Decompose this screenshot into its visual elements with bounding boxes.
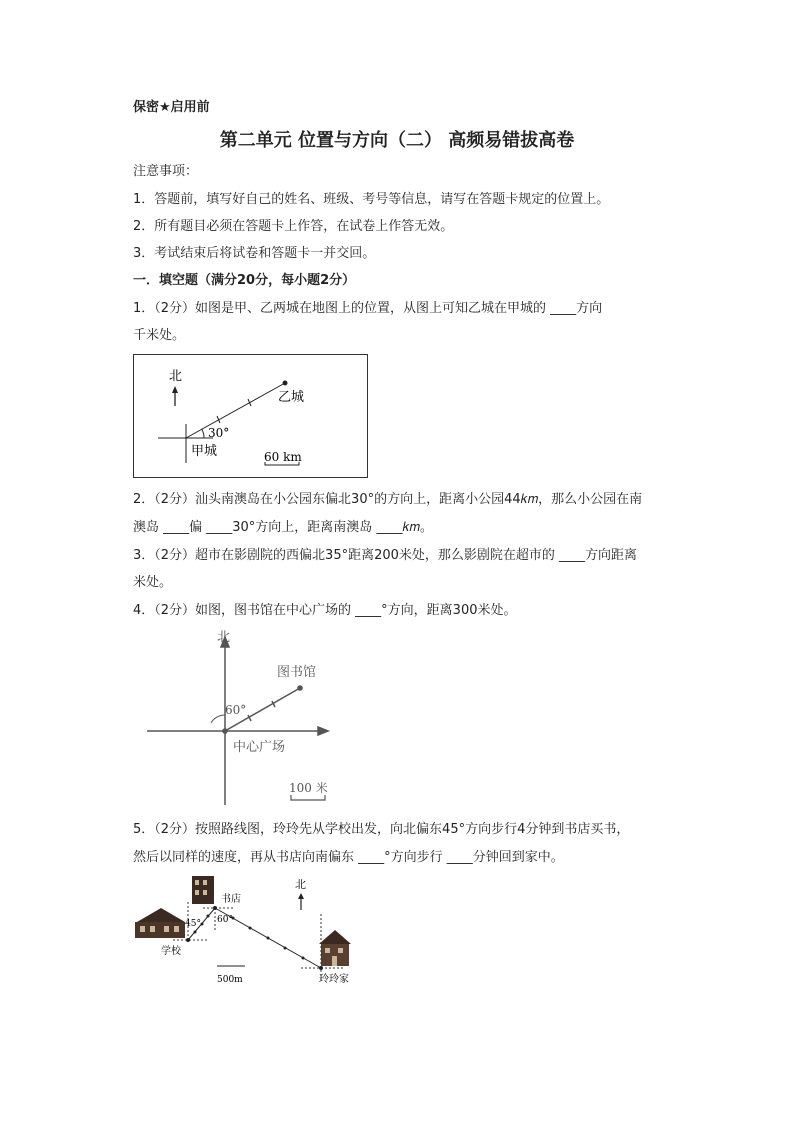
q5-north-arrow-icon (298, 893, 304, 910)
city-b-dot (283, 381, 288, 386)
section-heading: 一．填空题（满分20分，每小题2分） (133, 273, 356, 288)
q5-line2: 然后以同样的速度，再从书店向南偏东 ____°方向步行 ____分钟回到家中。 (133, 850, 564, 865)
city-a-label: 甲城 (191, 444, 218, 459)
q4-figure (145, 625, 355, 810)
q5-line1: 5．（2分）按照路线图，玲玲先从学校出发，向北偏东45°方向步行4分钟到书店买书， (133, 822, 630, 837)
q1-figure (133, 354, 369, 479)
q4-scale-label: 100 米 (289, 781, 328, 795)
q5-figure (133, 872, 373, 992)
city-b-label: 乙城 (278, 390, 305, 405)
q1-line2: 千米处。 (133, 328, 186, 343)
notice-item-1: 1．答题前，填写好自己的姓名、班级、考号等信息，请写在答题卡规定的位置上。 (133, 192, 610, 207)
q4-line1: 4．（2分）如图，图书馆在中心广场的 ____°方向，距离300米处。 (133, 603, 517, 618)
q1-north-label: 北 (169, 369, 183, 384)
secret-mark: 保密★启用前 (133, 100, 210, 115)
library-dot (297, 685, 303, 691)
q3-line1: 3．（2分）超市在影剧院的西偏北35°距离200米处，那么影剧院在超市的 ____方向距离 (133, 548, 638, 563)
bookstore-label: 书店 (221, 894, 241, 905)
q4-north-label: 北 (217, 630, 231, 645)
center-dot (222, 728, 228, 734)
notice-heading: 注意事项： (133, 164, 199, 179)
q4-scale-bar (291, 795, 325, 800)
q3-line2: 米处。 (133, 575, 173, 590)
q5-north-label: 北 (295, 878, 306, 891)
route-dots (186, 906, 323, 970)
school-icon (135, 908, 185, 938)
q2-line1: 2．（2分）汕头南澳岛在小公园东偏北30°的方向上，距离小公园44𝑘𝑚，那么小公园在南 (133, 492, 643, 507)
q5-scale-label: 500m (217, 975, 243, 985)
q1-line1: 1．（2分）如图是甲、乙两城在地图上的位置，从图上可知乙城在甲城的 ____方向 (133, 301, 603, 316)
q4-angle-label: 60° (225, 703, 247, 717)
q4-angle-arc (211, 715, 225, 723)
notice-item-3: 3．考试结束后将试卷和答题卡一并交回。 (133, 246, 376, 261)
center-label: 中心广场 (233, 740, 286, 755)
q5-angle1-label: 45° (185, 919, 201, 929)
bookstore-icon (192, 876, 214, 904)
school-label: 学校 (161, 946, 181, 957)
home-icon (319, 930, 351, 966)
home-label: 玲玲家 (319, 974, 349, 985)
q5-angle2-label: 60° (217, 915, 233, 925)
q1-scale-label: 60 km (264, 450, 302, 464)
q1-angle-label: 30° (208, 426, 230, 440)
notice-item-2: 2．所有题目必须在答题卡上作答，在试卷上作答无效。 (133, 219, 454, 234)
library-label: 图书馆 (277, 665, 317, 680)
q4-east-arrow-icon (318, 727, 328, 735)
page-title: 第二单元 位置与方向（二） 高频易错拔高卷 (219, 130, 575, 151)
q2-line2: 澳岛 ____偏 ____30°方向上，距离南澳岛 ____𝑘𝑚。 (133, 520, 433, 535)
